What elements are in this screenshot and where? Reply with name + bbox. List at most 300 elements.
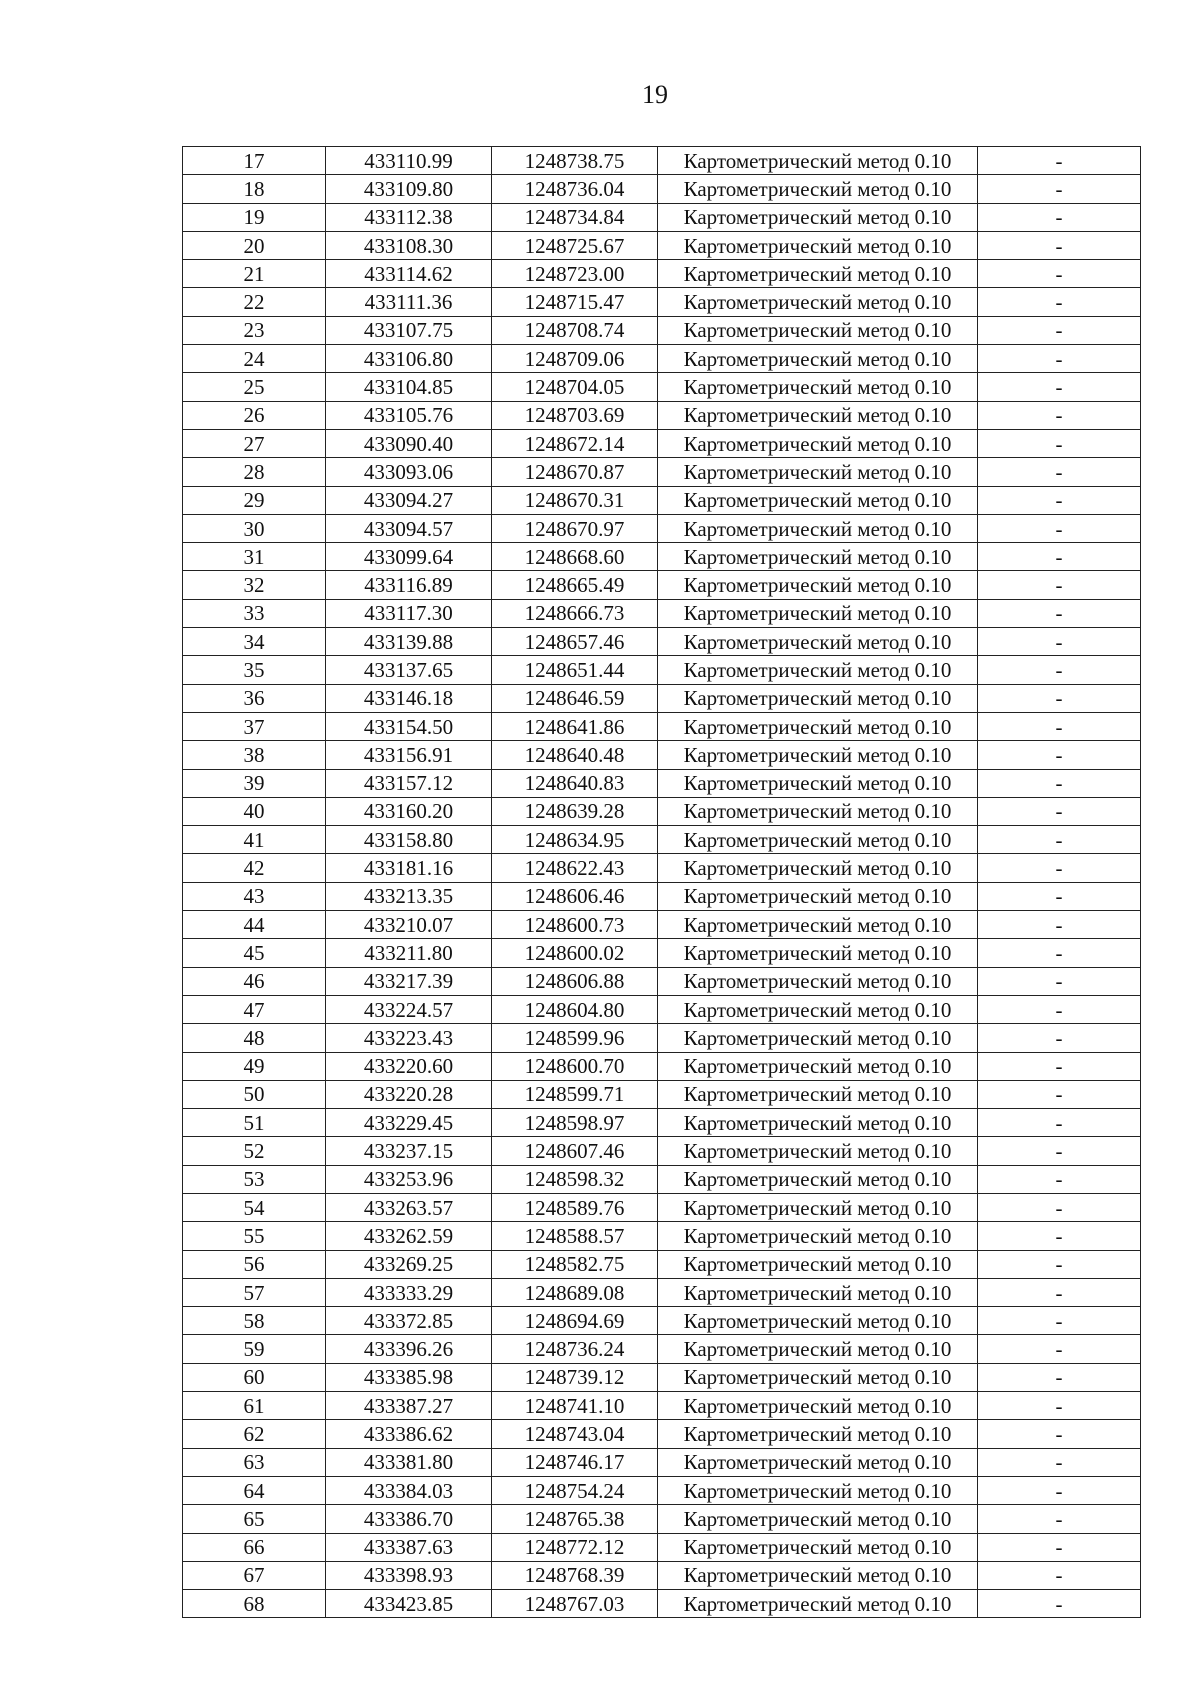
point-number-cell: 58 bbox=[183, 1307, 326, 1335]
y-coordinate-cell: 1248640.48 bbox=[492, 741, 658, 769]
description-cell: - bbox=[978, 1363, 1141, 1391]
x-coordinate-cell: 433110.99 bbox=[326, 147, 492, 175]
x-coordinate-cell: 433210.07 bbox=[326, 911, 492, 939]
y-coordinate-cell: 1248723.00 bbox=[492, 260, 658, 288]
point-number-cell: 53 bbox=[183, 1165, 326, 1193]
x-coordinate-cell: 433109.80 bbox=[326, 175, 492, 203]
x-coordinate-cell: 433381.80 bbox=[326, 1448, 492, 1476]
method-cell: Картометрический метод 0.10 bbox=[658, 401, 978, 429]
method-cell: Картометрический метод 0.10 bbox=[658, 911, 978, 939]
point-number-cell: 38 bbox=[183, 741, 326, 769]
method-cell: Картометрический метод 0.10 bbox=[658, 1024, 978, 1052]
point-number-cell: 31 bbox=[183, 543, 326, 571]
x-coordinate-cell: 433104.85 bbox=[326, 373, 492, 401]
table-row bbox=[183, 1392, 1141, 1420]
method-cell: Картометрический метод 0.10 bbox=[658, 373, 978, 401]
y-coordinate-cell: 1248709.06 bbox=[492, 345, 658, 373]
table-row bbox=[183, 684, 1141, 712]
y-coordinate-cell: 1248665.49 bbox=[492, 571, 658, 599]
table-row bbox=[183, 1448, 1141, 1476]
table-row bbox=[183, 1278, 1141, 1306]
point-number-cell: 50 bbox=[183, 1080, 326, 1108]
x-coordinate-cell: 433387.63 bbox=[326, 1533, 492, 1561]
table-row bbox=[183, 995, 1141, 1023]
method-cell: Картометрический метод 0.10 bbox=[658, 1561, 978, 1589]
x-coordinate-cell: 433090.40 bbox=[326, 429, 492, 457]
x-coordinate-cell: 433099.64 bbox=[326, 543, 492, 571]
table-row bbox=[183, 514, 1141, 542]
coordinates-table-body bbox=[183, 147, 1141, 1618]
point-number-cell: 20 bbox=[183, 231, 326, 259]
table-row bbox=[183, 373, 1141, 401]
description-cell: - bbox=[978, 373, 1141, 401]
description-cell: - bbox=[978, 1533, 1141, 1561]
table-row bbox=[183, 571, 1141, 599]
y-coordinate-cell: 1248703.69 bbox=[492, 401, 658, 429]
method-cell: Картометрический метод 0.10 bbox=[658, 1363, 978, 1391]
method-cell: Картометрический метод 0.10 bbox=[658, 1250, 978, 1278]
y-coordinate-cell: 1248622.43 bbox=[492, 854, 658, 882]
table-row bbox=[183, 316, 1141, 344]
method-cell: Картометрический метод 0.10 bbox=[658, 1193, 978, 1221]
x-coordinate-cell: 433094.57 bbox=[326, 514, 492, 542]
description-cell: - bbox=[978, 599, 1141, 627]
y-coordinate-cell: 1248599.96 bbox=[492, 1024, 658, 1052]
point-number-cell: 66 bbox=[183, 1533, 326, 1561]
y-coordinate-cell: 1248772.12 bbox=[492, 1533, 658, 1561]
description-cell: - bbox=[978, 995, 1141, 1023]
x-coordinate-cell: 433154.50 bbox=[326, 712, 492, 740]
method-cell: Картометрический метод 0.10 bbox=[658, 231, 978, 259]
point-number-cell: 37 bbox=[183, 712, 326, 740]
x-coordinate-cell: 433372.85 bbox=[326, 1307, 492, 1335]
point-number-cell: 67 bbox=[183, 1561, 326, 1589]
point-number-cell: 25 bbox=[183, 373, 326, 401]
table-row bbox=[183, 1533, 1141, 1561]
table-row bbox=[183, 429, 1141, 457]
point-number-cell: 42 bbox=[183, 854, 326, 882]
method-cell: Картометрический метод 0.10 bbox=[658, 939, 978, 967]
x-coordinate-cell: 433423.85 bbox=[326, 1590, 492, 1618]
table-row bbox=[183, 1137, 1141, 1165]
x-coordinate-cell: 433117.30 bbox=[326, 599, 492, 627]
method-cell: Картометрический метод 0.10 bbox=[658, 571, 978, 599]
point-number-cell: 60 bbox=[183, 1363, 326, 1391]
y-coordinate-cell: 1248646.59 bbox=[492, 684, 658, 712]
point-number-cell: 61 bbox=[183, 1392, 326, 1420]
table-row bbox=[183, 967, 1141, 995]
x-coordinate-cell: 433116.89 bbox=[326, 571, 492, 599]
table-row bbox=[183, 458, 1141, 486]
x-coordinate-cell: 433384.03 bbox=[326, 1476, 492, 1504]
x-coordinate-cell: 433094.27 bbox=[326, 486, 492, 514]
table-row bbox=[183, 1222, 1141, 1250]
y-coordinate-cell: 1248641.86 bbox=[492, 712, 658, 740]
method-cell: Картометрический метод 0.10 bbox=[658, 656, 978, 684]
point-number-cell: 29 bbox=[183, 486, 326, 514]
table-row bbox=[183, 288, 1141, 316]
description-cell: - bbox=[978, 401, 1141, 429]
point-number-cell: 41 bbox=[183, 826, 326, 854]
description-cell: - bbox=[978, 1307, 1141, 1335]
point-number-cell: 55 bbox=[183, 1222, 326, 1250]
table-row bbox=[183, 628, 1141, 656]
method-cell: Картометрический метод 0.10 bbox=[658, 826, 978, 854]
table-row bbox=[183, 769, 1141, 797]
x-coordinate-cell: 433108.30 bbox=[326, 231, 492, 259]
x-coordinate-cell: 433213.35 bbox=[326, 882, 492, 910]
table-row bbox=[183, 1024, 1141, 1052]
x-coordinate-cell: 433224.57 bbox=[326, 995, 492, 1023]
method-cell: Картометрический метод 0.10 bbox=[658, 429, 978, 457]
description-cell: - bbox=[978, 571, 1141, 599]
method-cell: Картометрический метод 0.10 bbox=[658, 797, 978, 825]
method-cell: Картометрический метод 0.10 bbox=[658, 175, 978, 203]
x-coordinate-cell: 433229.45 bbox=[326, 1109, 492, 1137]
point-number-cell: 43 bbox=[183, 882, 326, 910]
description-cell: - bbox=[978, 1561, 1141, 1589]
table-row bbox=[183, 599, 1141, 627]
description-cell: - bbox=[978, 203, 1141, 231]
method-cell: Картометрический метод 0.10 bbox=[658, 1533, 978, 1561]
description-cell: - bbox=[978, 458, 1141, 486]
x-coordinate-cell: 433386.70 bbox=[326, 1505, 492, 1533]
x-coordinate-cell: 433386.62 bbox=[326, 1420, 492, 1448]
point-number-cell: 40 bbox=[183, 797, 326, 825]
description-cell: - bbox=[978, 1392, 1141, 1420]
method-cell: Картометрический метод 0.10 bbox=[658, 316, 978, 344]
method-cell: Картометрический метод 0.10 bbox=[658, 1165, 978, 1193]
y-coordinate-cell: 1248582.75 bbox=[492, 1250, 658, 1278]
description-cell: - bbox=[978, 797, 1141, 825]
y-coordinate-cell: 1248734.84 bbox=[492, 203, 658, 231]
point-number-cell: 24 bbox=[183, 345, 326, 373]
x-coordinate-cell: 433398.93 bbox=[326, 1561, 492, 1589]
point-number-cell: 23 bbox=[183, 316, 326, 344]
x-coordinate-cell: 433160.20 bbox=[326, 797, 492, 825]
y-coordinate-cell: 1248666.73 bbox=[492, 599, 658, 627]
table-row bbox=[183, 1052, 1141, 1080]
x-coordinate-cell: 433156.91 bbox=[326, 741, 492, 769]
method-cell: Картометрический метод 0.10 bbox=[658, 1109, 978, 1137]
y-coordinate-cell: 1248741.10 bbox=[492, 1392, 658, 1420]
table-row bbox=[183, 1335, 1141, 1363]
y-coordinate-cell: 1248672.14 bbox=[492, 429, 658, 457]
x-coordinate-cell: 433220.28 bbox=[326, 1080, 492, 1108]
method-cell: Картометрический метод 0.10 bbox=[658, 628, 978, 656]
y-coordinate-cell: 1248708.74 bbox=[492, 316, 658, 344]
description-cell: - bbox=[978, 1278, 1141, 1306]
x-coordinate-cell: 433137.65 bbox=[326, 656, 492, 684]
table-row bbox=[183, 345, 1141, 373]
x-coordinate-cell: 433157.12 bbox=[326, 769, 492, 797]
description-cell: - bbox=[978, 939, 1141, 967]
method-cell: Картометрический метод 0.10 bbox=[658, 599, 978, 627]
x-coordinate-cell: 433220.60 bbox=[326, 1052, 492, 1080]
table-row bbox=[183, 1109, 1141, 1137]
table-row bbox=[183, 882, 1141, 910]
method-cell: Картометрический метод 0.10 bbox=[658, 458, 978, 486]
method-cell: Картометрический метод 0.10 bbox=[658, 486, 978, 514]
y-coordinate-cell: 1248598.32 bbox=[492, 1165, 658, 1193]
y-coordinate-cell: 1248694.69 bbox=[492, 1307, 658, 1335]
description-cell: - bbox=[978, 656, 1141, 684]
y-coordinate-cell: 1248768.39 bbox=[492, 1561, 658, 1589]
table-row bbox=[183, 1250, 1141, 1278]
y-coordinate-cell: 1248598.97 bbox=[492, 1109, 658, 1137]
method-cell: Картометрический метод 0.10 bbox=[658, 260, 978, 288]
description-cell: - bbox=[978, 288, 1141, 316]
table-row bbox=[183, 656, 1141, 684]
table-row bbox=[183, 231, 1141, 259]
y-coordinate-cell: 1248606.88 bbox=[492, 967, 658, 995]
description-cell: - bbox=[978, 741, 1141, 769]
table-row bbox=[183, 826, 1141, 854]
x-coordinate-cell: 433105.76 bbox=[326, 401, 492, 429]
method-cell: Картометрический метод 0.10 bbox=[658, 1080, 978, 1108]
y-coordinate-cell: 1248746.17 bbox=[492, 1448, 658, 1476]
point-number-cell: 63 bbox=[183, 1448, 326, 1476]
table-row bbox=[183, 1165, 1141, 1193]
x-coordinate-cell: 433385.98 bbox=[326, 1363, 492, 1391]
point-number-cell: 34 bbox=[183, 628, 326, 656]
description-cell: - bbox=[978, 911, 1141, 939]
description-cell: - bbox=[978, 967, 1141, 995]
point-number-cell: 27 bbox=[183, 429, 326, 457]
description-cell: - bbox=[978, 1335, 1141, 1363]
y-coordinate-cell: 1248600.73 bbox=[492, 911, 658, 939]
point-number-cell: 28 bbox=[183, 458, 326, 486]
x-coordinate-cell: 433262.59 bbox=[326, 1222, 492, 1250]
point-number-cell: 33 bbox=[183, 599, 326, 627]
table-row bbox=[183, 1561, 1141, 1589]
description-cell: - bbox=[978, 260, 1141, 288]
description-cell: - bbox=[978, 316, 1141, 344]
y-coordinate-cell: 1248588.57 bbox=[492, 1222, 658, 1250]
method-cell: Картометрический метод 0.10 bbox=[658, 1137, 978, 1165]
description-cell: - bbox=[978, 429, 1141, 457]
x-coordinate-cell: 433158.80 bbox=[326, 826, 492, 854]
point-number-cell: 54 bbox=[183, 1193, 326, 1221]
method-cell: Картометрический метод 0.10 bbox=[658, 1392, 978, 1420]
y-coordinate-cell: 1248754.24 bbox=[492, 1476, 658, 1504]
y-coordinate-cell: 1248634.95 bbox=[492, 826, 658, 854]
x-coordinate-cell: 433139.88 bbox=[326, 628, 492, 656]
x-coordinate-cell: 433093.06 bbox=[326, 458, 492, 486]
table-row bbox=[183, 260, 1141, 288]
point-number-cell: 68 bbox=[183, 1590, 326, 1618]
point-number-cell: 22 bbox=[183, 288, 326, 316]
description-cell: - bbox=[978, 345, 1141, 373]
point-number-cell: 65 bbox=[183, 1505, 326, 1533]
point-number-cell: 56 bbox=[183, 1250, 326, 1278]
page-number: 19 bbox=[642, 80, 668, 109]
table-row bbox=[183, 175, 1141, 203]
y-coordinate-cell: 1248657.46 bbox=[492, 628, 658, 656]
description-cell: - bbox=[978, 1080, 1141, 1108]
table-row bbox=[183, 741, 1141, 769]
table-row bbox=[183, 486, 1141, 514]
y-coordinate-cell: 1248715.47 bbox=[492, 288, 658, 316]
point-number-cell: 47 bbox=[183, 995, 326, 1023]
point-number-cell: 36 bbox=[183, 684, 326, 712]
table-row bbox=[183, 147, 1141, 175]
y-coordinate-cell: 1248604.80 bbox=[492, 995, 658, 1023]
table-row bbox=[183, 911, 1141, 939]
y-coordinate-cell: 1248651.44 bbox=[492, 656, 658, 684]
description-cell: - bbox=[978, 1165, 1141, 1193]
y-coordinate-cell: 1248767.03 bbox=[492, 1590, 658, 1618]
y-coordinate-cell: 1248736.04 bbox=[492, 175, 658, 203]
x-coordinate-cell: 433333.29 bbox=[326, 1278, 492, 1306]
y-coordinate-cell: 1248600.02 bbox=[492, 939, 658, 967]
table-row bbox=[183, 854, 1141, 882]
method-cell: Картометрический метод 0.10 bbox=[658, 203, 978, 231]
point-number-cell: 51 bbox=[183, 1109, 326, 1137]
x-coordinate-cell: 433387.27 bbox=[326, 1392, 492, 1420]
y-coordinate-cell: 1248607.46 bbox=[492, 1137, 658, 1165]
point-number-cell: 18 bbox=[183, 175, 326, 203]
method-cell: Картометрический метод 0.10 bbox=[658, 147, 978, 175]
method-cell: Картометрический метод 0.10 bbox=[658, 712, 978, 740]
method-cell: Картометрический метод 0.10 bbox=[658, 1590, 978, 1618]
x-coordinate-cell: 433181.16 bbox=[326, 854, 492, 882]
x-coordinate-cell: 433237.15 bbox=[326, 1137, 492, 1165]
y-coordinate-cell: 1248670.31 bbox=[492, 486, 658, 514]
table-row bbox=[183, 1080, 1141, 1108]
table-row bbox=[183, 1476, 1141, 1504]
description-cell: - bbox=[978, 1193, 1141, 1221]
description-cell: - bbox=[978, 1137, 1141, 1165]
table-row bbox=[183, 1307, 1141, 1335]
point-number-cell: 49 bbox=[183, 1052, 326, 1080]
description-cell: - bbox=[978, 1052, 1141, 1080]
x-coordinate-cell: 433263.57 bbox=[326, 1193, 492, 1221]
description-cell: - bbox=[978, 628, 1141, 656]
description-cell: - bbox=[978, 1505, 1141, 1533]
description-cell: - bbox=[978, 1222, 1141, 1250]
y-coordinate-cell: 1248739.12 bbox=[492, 1363, 658, 1391]
x-coordinate-cell: 433146.18 bbox=[326, 684, 492, 712]
method-cell: Картометрический метод 0.10 bbox=[658, 288, 978, 316]
point-number-cell: 30 bbox=[183, 514, 326, 542]
x-coordinate-cell: 433223.43 bbox=[326, 1024, 492, 1052]
point-number-cell: 21 bbox=[183, 260, 326, 288]
y-coordinate-cell: 1248670.97 bbox=[492, 514, 658, 542]
point-number-cell: 62 bbox=[183, 1420, 326, 1448]
y-coordinate-cell: 1248670.87 bbox=[492, 458, 658, 486]
description-cell: - bbox=[978, 1250, 1141, 1278]
method-cell: Картометрический метод 0.10 bbox=[658, 769, 978, 797]
y-coordinate-cell: 1248704.05 bbox=[492, 373, 658, 401]
method-cell: Картометрический метод 0.10 bbox=[658, 1335, 978, 1363]
method-cell: Картометрический метод 0.10 bbox=[658, 1420, 978, 1448]
y-coordinate-cell: 1248589.76 bbox=[492, 1193, 658, 1221]
description-cell: - bbox=[978, 1448, 1141, 1476]
description-cell: - bbox=[978, 769, 1141, 797]
point-number-cell: 35 bbox=[183, 656, 326, 684]
description-cell: - bbox=[978, 231, 1141, 259]
method-cell: Картометрический метод 0.10 bbox=[658, 1222, 978, 1250]
point-number-cell: 19 bbox=[183, 203, 326, 231]
description-cell: - bbox=[978, 1476, 1141, 1504]
description-cell: - bbox=[978, 1024, 1141, 1052]
x-coordinate-cell: 433269.25 bbox=[326, 1250, 492, 1278]
table-row bbox=[183, 1420, 1141, 1448]
x-coordinate-cell: 433253.96 bbox=[326, 1165, 492, 1193]
method-cell: Картометрический метод 0.10 bbox=[658, 967, 978, 995]
x-coordinate-cell: 433114.62 bbox=[326, 260, 492, 288]
y-coordinate-cell: 1248738.75 bbox=[492, 147, 658, 175]
point-number-cell: 52 bbox=[183, 1137, 326, 1165]
point-number-cell: 39 bbox=[183, 769, 326, 797]
point-number-cell: 46 bbox=[183, 967, 326, 995]
table-row bbox=[183, 1505, 1141, 1533]
method-cell: Картометрический метод 0.10 bbox=[658, 854, 978, 882]
method-cell: Картометрический метод 0.10 bbox=[658, 882, 978, 910]
point-number-cell: 26 bbox=[183, 401, 326, 429]
point-number-cell: 45 bbox=[183, 939, 326, 967]
x-coordinate-cell: 433106.80 bbox=[326, 345, 492, 373]
table-row bbox=[183, 203, 1141, 231]
method-cell: Картометрический метод 0.10 bbox=[658, 1278, 978, 1306]
description-cell: - bbox=[978, 882, 1141, 910]
method-cell: Картометрический метод 0.10 bbox=[658, 514, 978, 542]
method-cell: Картометрический метод 0.10 bbox=[658, 1307, 978, 1335]
y-coordinate-cell: 1248765.38 bbox=[492, 1505, 658, 1533]
table-row bbox=[183, 543, 1141, 571]
y-coordinate-cell: 1248599.71 bbox=[492, 1080, 658, 1108]
table-row bbox=[183, 401, 1141, 429]
x-coordinate-cell: 433107.75 bbox=[326, 316, 492, 344]
y-coordinate-cell: 1248606.46 bbox=[492, 882, 658, 910]
table-row bbox=[183, 712, 1141, 740]
table-row bbox=[183, 1193, 1141, 1221]
description-cell: - bbox=[978, 486, 1141, 514]
description-cell: - bbox=[978, 826, 1141, 854]
description-cell: - bbox=[978, 514, 1141, 542]
x-coordinate-cell: 433211.80 bbox=[326, 939, 492, 967]
description-cell: - bbox=[978, 684, 1141, 712]
x-coordinate-cell: 433111.36 bbox=[326, 288, 492, 316]
point-number-cell: 44 bbox=[183, 911, 326, 939]
table-row bbox=[183, 1590, 1141, 1618]
method-cell: Картометрический метод 0.10 bbox=[658, 1052, 978, 1080]
method-cell: Картометрический метод 0.10 bbox=[658, 1505, 978, 1533]
table-row bbox=[183, 1363, 1141, 1391]
point-number-cell: 57 bbox=[183, 1278, 326, 1306]
method-cell: Картометрический метод 0.10 bbox=[658, 995, 978, 1023]
y-coordinate-cell: 1248640.83 bbox=[492, 769, 658, 797]
method-cell: Картометрический метод 0.10 bbox=[658, 543, 978, 571]
point-number-cell: 32 bbox=[183, 571, 326, 599]
coordinates-table bbox=[182, 146, 1141, 1618]
point-number-cell: 17 bbox=[183, 147, 326, 175]
method-cell: Картометрический метод 0.10 bbox=[658, 345, 978, 373]
description-cell: - bbox=[978, 175, 1141, 203]
method-cell: Картометрический метод 0.10 bbox=[658, 684, 978, 712]
point-number-cell: 59 bbox=[183, 1335, 326, 1363]
description-cell: - bbox=[978, 1109, 1141, 1137]
y-coordinate-cell: 1248600.70 bbox=[492, 1052, 658, 1080]
x-coordinate-cell: 433112.38 bbox=[326, 203, 492, 231]
description-cell: - bbox=[978, 854, 1141, 882]
y-coordinate-cell: 1248689.08 bbox=[492, 1278, 658, 1306]
y-coordinate-cell: 1248743.04 bbox=[492, 1420, 658, 1448]
y-coordinate-cell: 1248736.24 bbox=[492, 1335, 658, 1363]
y-coordinate-cell: 1248725.67 bbox=[492, 231, 658, 259]
point-number-cell: 64 bbox=[183, 1476, 326, 1504]
